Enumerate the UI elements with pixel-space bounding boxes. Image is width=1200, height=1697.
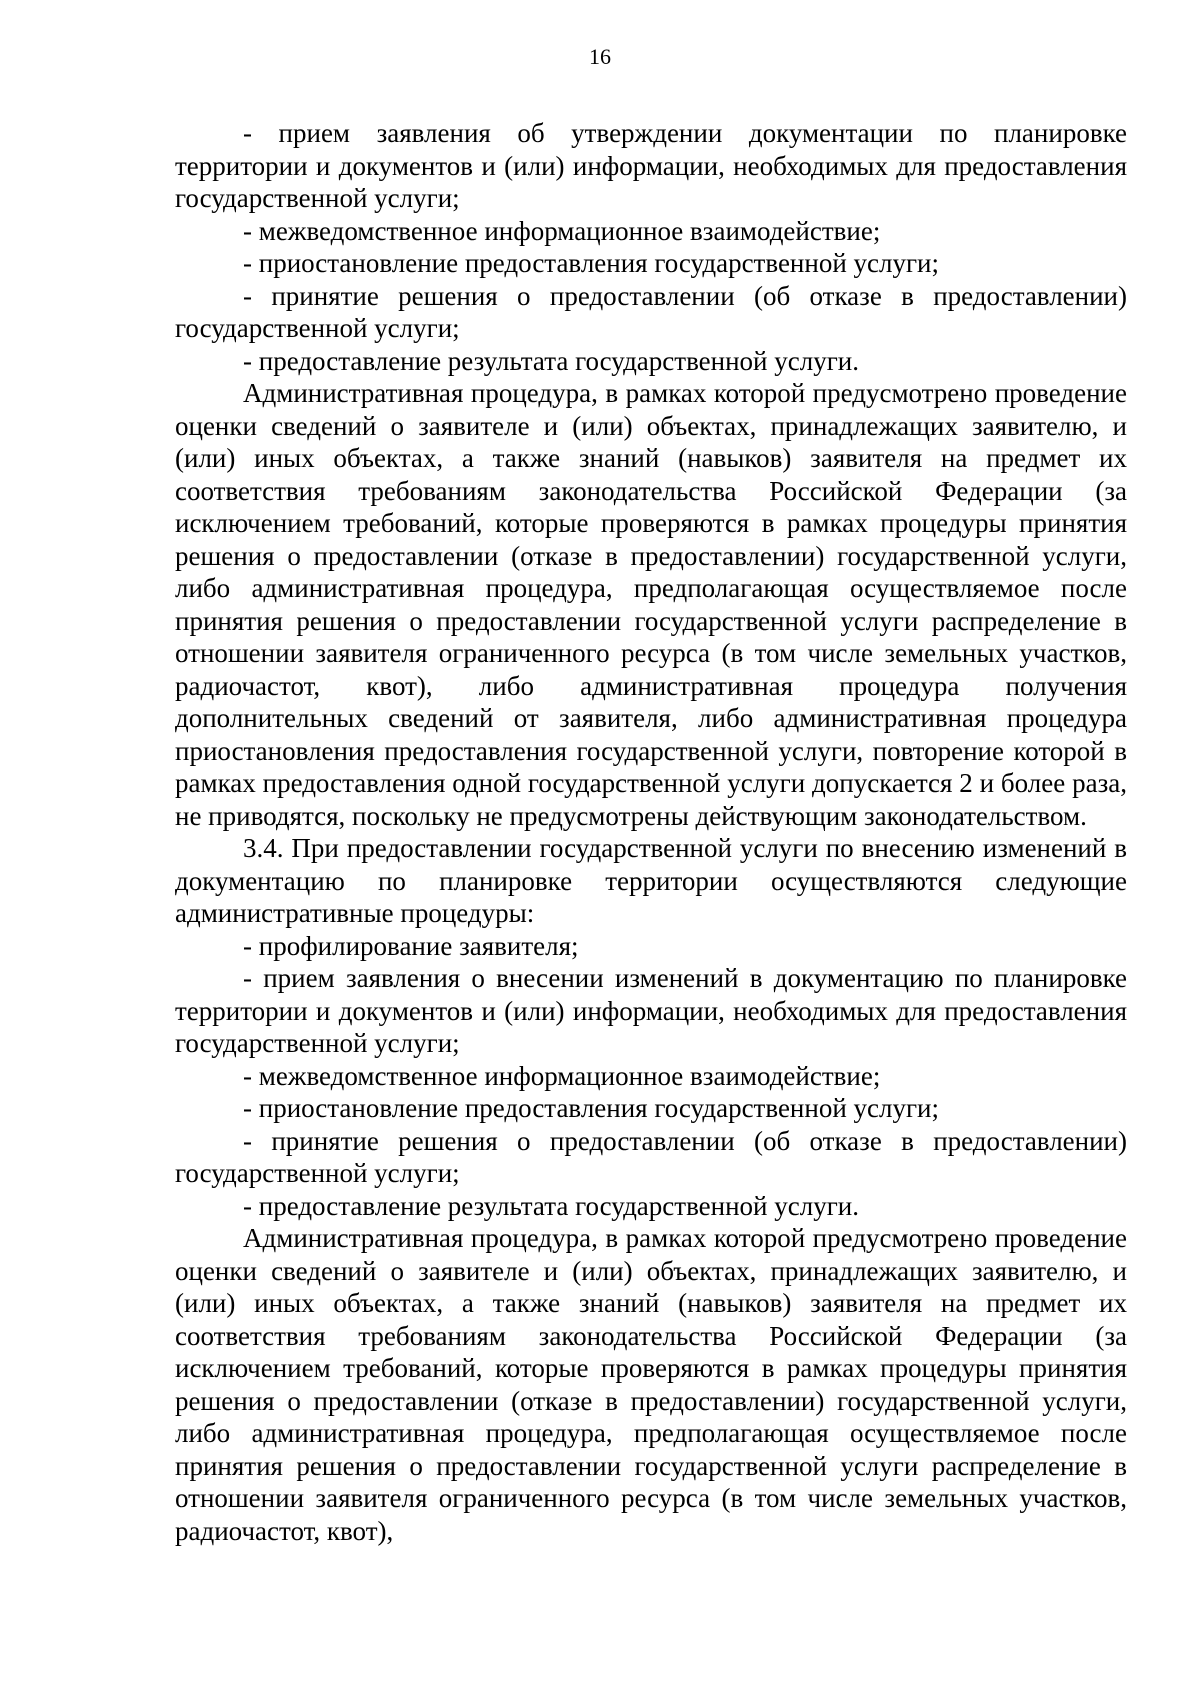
page-number: 16 [589,44,611,69]
paragraph-administrative-procedure-2: Административная процедура, в рамках которой предусмотрено проведение оценки сведений о заявителе и (или) объектах, принадлежащих заявителю, и (или) иных объектах, а также знаний (навыков) заявителя на предмет их соответствия требованиям законодательства Российской Федерации (за исключением требований, которые проверяются в рамках процедуры принятия решения о предоставлении (отказе в предоставлении) государственной услуги, либо административная процедура, предполагающая осуществляемое после принятия решения о предоставлении государственной услуги распределение в отношении заявителя ограниченного ресурса (в том числе земельных участков, радиочастот, квот), [175,1223,1127,1546]
list-item-decision: - принятие решения о предоставлении (об отказе в предоставлении) государственной услуги; [175,280,1127,343]
document-body [175,117,1127,1547]
list-item-application-approval: - прием заявления об утверждении документации по планировке территории и документов и (или) информации, необходимых для предоставления государственной услуги; [175,118,1127,213]
list-item-interagency-interaction: - межведомственное информационное взаимодействие; [243,215,881,246]
list-item-application-changes: - прием заявления о внесении изменений в документацию по планировке территории и документов и (или) информации, необходимых для предоставления государственной услуги; [175,963,1127,1058]
list-item-result-2: - предоставление результата государственной услуги. [243,1190,859,1221]
list-item-suspension: - приостановление предоставления государственной услуги; [243,248,940,278]
list-item-result: - предоставление результата государственной услуги. [243,345,859,376]
list-item-profiling: - профилирование заявителя; [243,930,579,961]
list-item-decision-2: - принятие решения о предоставлении (об отказе в предоставлении) государственной услуги; [175,1125,1127,1188]
paragraph-administrative-procedure: Административная процедура, в рамках которой предусмотрено проведение оценки сведений о заявителе и (или) объектах, принадлежащих заявителю, и (или) иных объектах, а также знаний (навыков) заявителя на предмет их соответствия требованиям законодательства Российской Федерации (за исключением требований, которые проверяются в рамках процедуры принятия решения о предоставлении (отказе в предоставлении) государственной услуги, либо административная процедура, предполагающая осуществляемое после принятия решения о предоставлении государственной услуги распределение в отношении заявителя ограниченного ресурса (в том числе земельных участков, радиочастот, квот), либо административная процедура получения дополнительных сведений от заявителя, либо административная процедура приостановления предоставления государственной услуги, повторение которой в рамках предоставления одной государственной услуги допускается 2 и более раза, не приводятся, поскольку не предусмотрены действующим законодательством. [175,378,1127,831]
list-item-suspension-2: - приостановление предоставления государственной услуги; [243,1093,940,1123]
list-item-interagency-interaction-2: - межведомственное информационное взаимодействие; [243,1060,881,1091]
paragraph-section-3-4: 3.4. При предоставлении государственной услуги по внесению изменений в документацию по планировке территории осуществляются следующие административные процедуры: [175,833,1127,928]
